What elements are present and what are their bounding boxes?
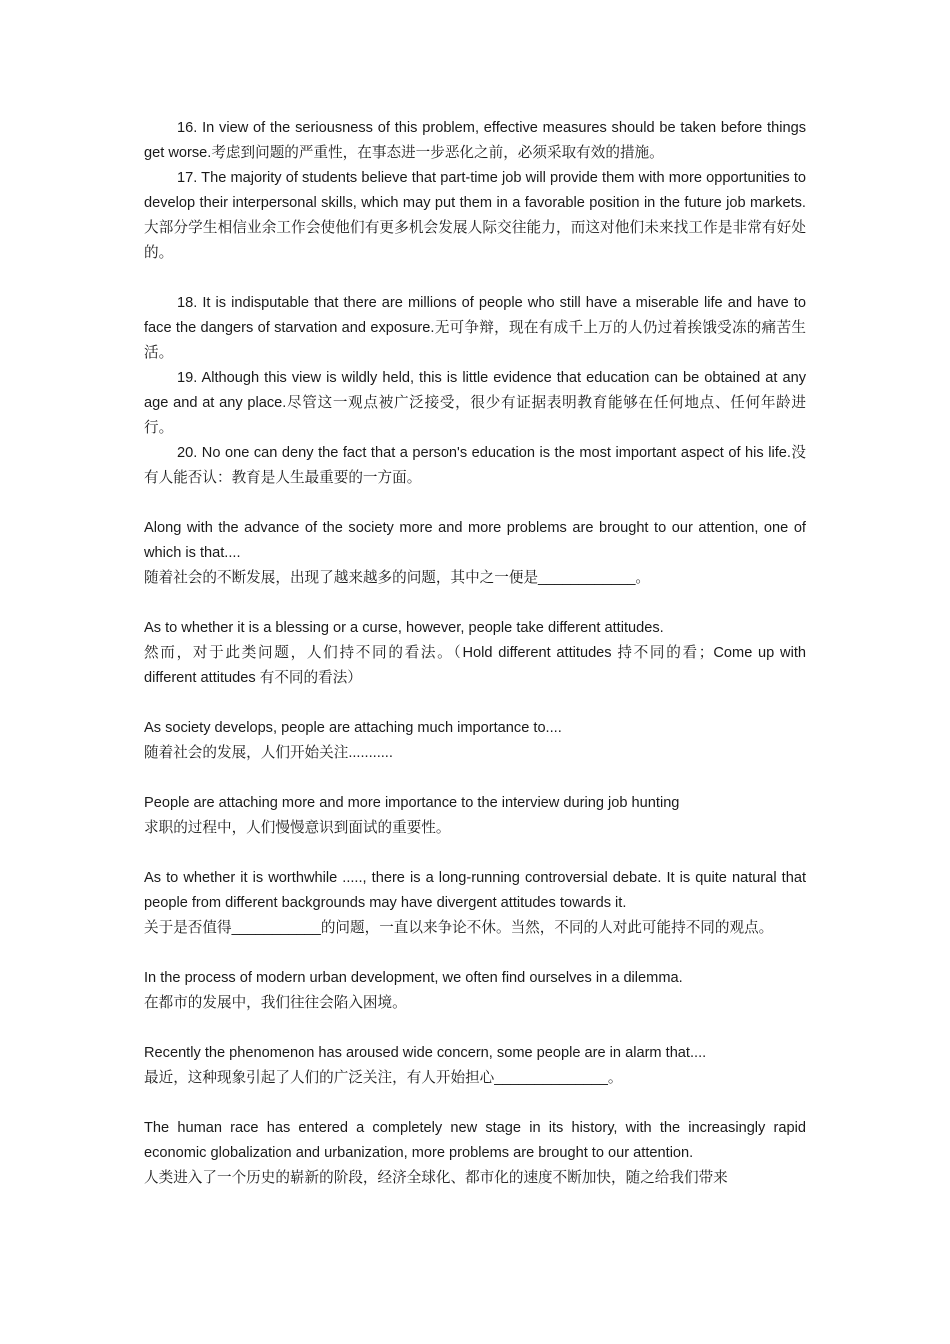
paragraph-gap [144, 1091, 806, 1116]
numbered-sentence-20: 20. No one can deny the fact that a person's education is the most important aspect of his life.没有人能否认：教育是人生最重要的一方面。 [144, 445, 806, 486]
numbered-sentence-17: 17. The majority of students believe that part-time job will provide them with more opportunities to develop their interpersonal skills, which may put them in a favorable position in the future job markets.大部分学生相信业余工作会使他们有更多机会发展人际交往能力，而这对他们未来找工作是非常有好处的。 [144, 170, 806, 261]
numbered-sentence-19: 19. Although this view is wildly held, this is little evidence that education can be obtained at any age and at any place.尽管这一观点被广泛接受，很少有证据表明教育能够在任何地点、任何年龄进行。 [144, 370, 806, 436]
document-page [144, 116, 806, 1191]
phrase-chinese: 最近，这种现象引起了人们的广泛关注，有人开始担心______________。 [144, 1070, 623, 1086]
paragraph-gap [144, 591, 806, 616]
paragraph-gap [144, 691, 806, 716]
phrase-chinese: 随着社会的不断发展，出现了越来越多的问题，其中之一便是____________。 [144, 570, 651, 586]
phrase-english: As to whether it is a blessing or a curse, however, people take different attitudes. [144, 620, 664, 636]
phrase-chinese: 求职的过程中，人们慢慢意识到面试的重要性。 [144, 820, 451, 836]
phrase-english: In the process of modern urban development, we often find ourselves in a dilemma. [144, 970, 683, 986]
phrase-chinese: 在都市的发展中，我们往往会陷入困境。 [144, 995, 407, 1011]
phrase-chinese: 关于是否值得___________的问题，一直以来争论不休。当然，不同的人对此可能持不同的观点。 [144, 920, 774, 936]
phrase-english: Along with the advance of the society more and more problems are brought to our attention, one of which is that.... [144, 520, 806, 561]
paragraph-gap [144, 841, 806, 866]
phrase-chinese: 然而，对于此类问题，人们持不同的看法。（Hold different attitudes 持不同的看；Come up with different attitudes 有不同的看法） [144, 645, 806, 686]
numbered-sentence-16: 16. In view of the seriousness of this problem, effective measures should be taken before things get worse.考虑到问题的严重性，在事态进一步恶化之前，必须采取有效的措施。 [144, 120, 806, 161]
phrase-english: As society develops, people are attaching much importance to.... [144, 720, 562, 736]
phrase-english: People are attaching more and more importance to the interview during job hunting [144, 795, 680, 811]
phrase-chinese: 人类进入了一个历史的崭新的阶段，经济全球化、都市化的速度不断加快，随之给我们带来 [144, 1170, 728, 1186]
paragraph-gap [144, 1016, 806, 1041]
paragraph-gap [144, 766, 806, 791]
paragraph-gap [144, 266, 806, 291]
paragraph-gap [144, 941, 806, 966]
phrase-english: As to whether it is worthwhile ....., there is a long-running controversial debate. It is quite natural that people from different backgrounds may have divergent attitudes towards it. [144, 870, 806, 911]
phrase-chinese: 随着社会的发展，人们开始关注........... [144, 745, 393, 761]
phrase-english: Recently the phenomenon has aroused wide concern, some people are in alarm that.... [144, 1045, 707, 1061]
phrase-english: The human race has entered a completely new stage in its history, with the increasingly rapid economic globalization and urbanization, more problems are brought to our attention. [144, 1120, 806, 1161]
paragraph-gap [144, 491, 806, 516]
numbered-sentence-18: 18. It is indisputable that there are millions of people who still have a miserable life and have to face the dangers of starvation and exposure.无可争辩，现在有成千上万的人仍过着挨饿受冻的痛苦生活。 [144, 295, 806, 361]
